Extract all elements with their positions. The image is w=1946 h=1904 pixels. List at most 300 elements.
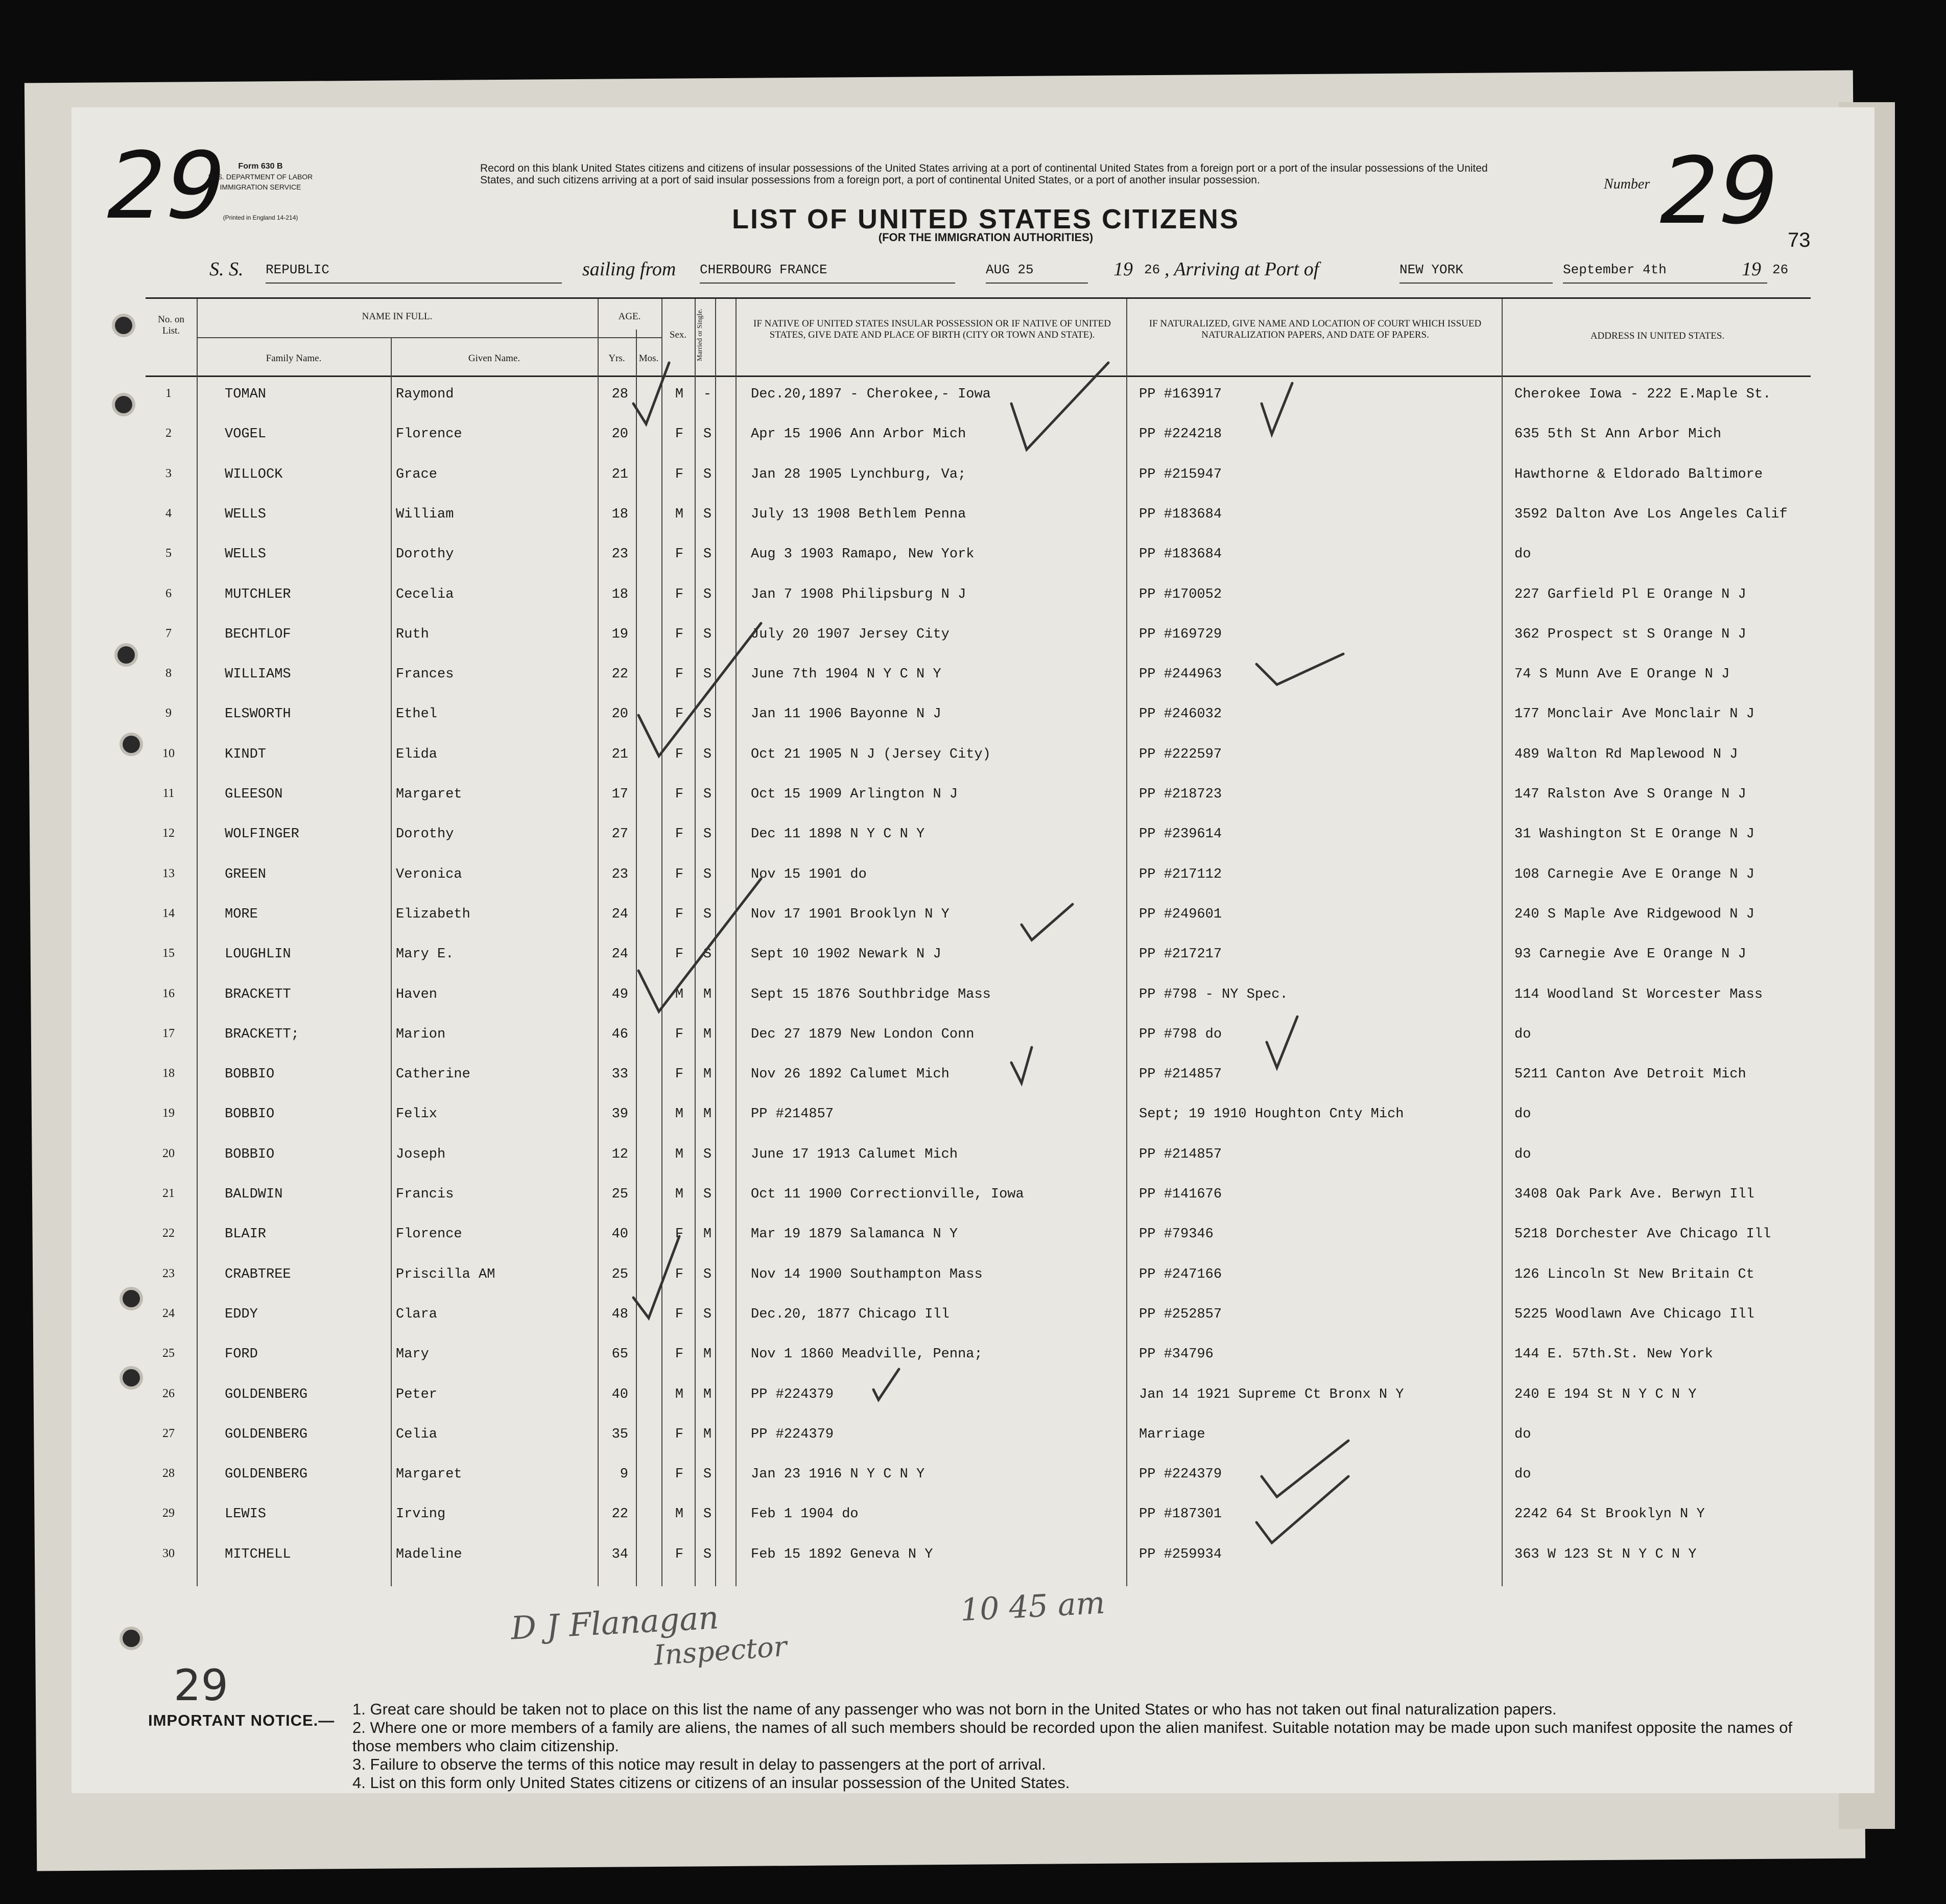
- sex: F: [675, 906, 684, 922]
- table-row: [146, 456, 1811, 496]
- age-years: 21: [611, 466, 628, 482]
- us-address: Cherokee Iowa - 222 E.Maple St.: [1514, 387, 1771, 402]
- col-header-birth: IF NATIVE OF UNITED STATES INSULAR POSSESSION OR IF NATIVE OF UNITED STATES, GIVE DATE AND PLACE OF BIRTH (CITY OR TOWN AND STATE).: [753, 318, 1111, 340]
- given-name: Florence: [396, 427, 462, 442]
- us-address: 144 E. 57th.St. New York: [1514, 1347, 1713, 1362]
- sex: F: [675, 626, 684, 642]
- naturalization-info: PP #215947: [1139, 466, 1222, 482]
- us-address: 240 E 194 St N Y C N Y: [1514, 1386, 1697, 1402]
- given-name: Priscilla AM: [396, 1266, 495, 1282]
- inspection-time: 10 45 am: [959, 1585, 1106, 1629]
- family-name: GOLDENBERG: [225, 1386, 308, 1402]
- row-number: 10: [162, 746, 175, 760]
- handwritten-list-number-left: 29: [96, 133, 236, 240]
- row-number: 26: [162, 1386, 175, 1400]
- arriving-label: , Arriving at Port of: [1165, 258, 1319, 280]
- table-row: [146, 576, 1811, 616]
- family-name: CRABTREE: [225, 1266, 291, 1282]
- binder-hole: [115, 317, 132, 334]
- binder-hole: [123, 1369, 140, 1386]
- col-header-no: No. on List.: [158, 314, 184, 336]
- marital-status: M: [703, 1067, 712, 1083]
- us-address: 114 Woodland St Worcester Mass: [1514, 986, 1763, 1002]
- birth-info: July 20 1907 Jersey City: [751, 626, 950, 642]
- table-row: [146, 775, 1811, 815]
- given-name: Catherine: [396, 1067, 470, 1083]
- col-header-sex: Sex.: [669, 330, 687, 340]
- table-row: [146, 1455, 1811, 1495]
- naturalization-info: PP #34796: [1139, 1347, 1214, 1362]
- birth-info: Feb 1 1904 do: [751, 1507, 859, 1522]
- col-header-given-name: Given Name.: [468, 353, 520, 364]
- birth-info: Jan 11 1906 Bayonne N J: [751, 707, 941, 722]
- marital-status: S: [703, 866, 712, 882]
- sex: F: [675, 1426, 684, 1442]
- given-name: Joseph: [396, 1146, 446, 1162]
- given-name: Veronica: [396, 866, 462, 882]
- notice-item: 1. Great care should be taken not to place on this list the name of any passenger who was not born in the United States or who has not taken out final naturalization papers.: [352, 1700, 1557, 1718]
- sex: F: [675, 667, 684, 683]
- form-instructions: Record on this blank United States citizens and citizens of insular possessions of the United States arriving at a port of continental United States from a foreign port or a port of the insular possessions of the United States, and such citizens arriving at a port of said insular possessions from a foreign port, a port of continental United States, or a port of another insular possession.: [480, 162, 1488, 186]
- table-row: [146, 896, 1811, 935]
- us-address: 240 S Maple Ave Ridgewood N J: [1514, 906, 1754, 922]
- given-name: Peter: [396, 1386, 438, 1402]
- us-address: 3408 Oak Park Ave. Berwyn Ill: [1514, 1187, 1754, 1202]
- given-name: Mary E.: [396, 947, 454, 962]
- marital-status: S: [703, 746, 712, 762]
- naturalization-info: Sept; 19 1910 Houghton Cnty Mich: [1139, 1107, 1404, 1122]
- marital-status: M: [703, 986, 712, 1002]
- row-number: 7: [165, 626, 172, 640]
- family-name: BOBBIO: [225, 1146, 275, 1162]
- us-address: 5225 Woodlawn Ave Chicago Ill: [1514, 1306, 1754, 1322]
- marital-status: S: [703, 626, 712, 642]
- marital-status: S: [703, 1507, 712, 1522]
- naturalization-info: PP #798 - NY Spec.: [1139, 986, 1288, 1002]
- us-address: 362 Prospect st S Orange N J: [1514, 626, 1746, 642]
- row-number: 2: [165, 427, 172, 440]
- given-name: Celia: [396, 1426, 438, 1442]
- us-address: 227 Garfield Pl E Orange N J: [1514, 586, 1746, 602]
- form-number: Form 630 B: [238, 162, 283, 171]
- naturalization-info: PP #244963: [1139, 667, 1222, 683]
- col-header-naturalized: IF NATURALIZED, GIVE NAME AND LOCATION OF COURT WHICH ISSUED NATURALIZATION PAPERS, AND DATE OF PAPERS.: [1149, 318, 1482, 340]
- col-header-yrs: Yrs.: [608, 353, 625, 364]
- marital-status: S: [703, 1546, 712, 1562]
- given-name: Dorothy: [396, 547, 454, 562]
- given-name: Madeline: [396, 1546, 462, 1562]
- sex: F: [675, 547, 684, 562]
- sex: M: [675, 986, 684, 1002]
- birth-info: Dec 27 1879 New London Conn: [751, 1026, 975, 1042]
- given-name: Cecelia: [396, 586, 454, 602]
- given-name: Grace: [396, 466, 438, 482]
- sex: M: [675, 1187, 684, 1202]
- birth-info: Oct 15 1909 Arlington N J: [751, 787, 958, 802]
- row-number: 5: [165, 547, 172, 560]
- sex: M: [675, 506, 684, 522]
- row-number: 16: [162, 986, 175, 1000]
- age-years: 9: [620, 1467, 628, 1483]
- age-years: 49: [611, 986, 628, 1002]
- table-row: [146, 935, 1811, 975]
- age-years: 22: [611, 1507, 628, 1522]
- age-years: 17: [611, 787, 628, 802]
- notice-item: 2. Where one or more members of a family are aliens, the names of all such members should be recorded upon the alien manifest. Suitable notation may be made upon such manifest opposite the names of those members who claim citizenship.: [352, 1719, 1793, 1755]
- inspector-title: Inspector: [653, 1630, 788, 1672]
- table-row: [146, 815, 1811, 855]
- table-row: [146, 1136, 1811, 1176]
- birth-info: Nov 26 1892 Calumet Mich: [751, 1067, 950, 1083]
- birth-info: Apr 15 1906 Ann Arbor Mich: [751, 427, 966, 442]
- family-name: EDDY: [225, 1306, 258, 1322]
- row-number: 19: [162, 1107, 175, 1120]
- given-name: Margaret: [396, 1467, 462, 1483]
- row-number: 4: [165, 506, 172, 520]
- age-years: 20: [611, 427, 628, 442]
- family-name: BRACKETT: [225, 986, 291, 1002]
- row-number: 22: [162, 1227, 175, 1240]
- departure-date: AUG 25: [986, 262, 1088, 284]
- family-name: KINDT: [225, 746, 267, 762]
- table-row: [146, 1215, 1811, 1255]
- naturalization-info: PP #163917: [1139, 387, 1222, 402]
- family-name: GREEN: [225, 866, 267, 882]
- given-name: Margaret: [396, 787, 462, 802]
- given-name: Francis: [396, 1187, 454, 1202]
- family-name: FORD: [225, 1347, 258, 1362]
- sex: F: [675, 746, 684, 762]
- naturalization-info: Jan 14 1921 Supreme Ct Bronx N Y: [1139, 1386, 1404, 1402]
- ship-name: REPUBLIC: [266, 262, 562, 284]
- naturalization-info: PP #222597: [1139, 746, 1222, 762]
- family-name: BOBBIO: [225, 1107, 275, 1122]
- age-years: 34: [611, 1546, 628, 1562]
- sex: F: [675, 1026, 684, 1042]
- family-name: MORE: [225, 906, 258, 922]
- sex: F: [675, 787, 684, 802]
- us-address: 31 Washington St E Orange N J: [1514, 827, 1754, 842]
- given-name: Ruth: [396, 626, 429, 642]
- row-number: 27: [162, 1426, 175, 1440]
- family-name: LOUGHLIN: [225, 947, 291, 962]
- sex: F: [675, 1347, 684, 1362]
- age-years: 65: [611, 1347, 628, 1362]
- age-years: 33: [611, 1067, 628, 1083]
- us-address: 635 5th St Ann Arbor Mich: [1514, 427, 1722, 442]
- family-name: MITCHELL: [225, 1546, 291, 1562]
- marital-status: S: [703, 1467, 712, 1483]
- family-name: BLAIR: [225, 1227, 267, 1242]
- marital-status: M: [703, 1107, 712, 1122]
- naturalization-info: PP #187301: [1139, 1507, 1222, 1522]
- col-header-name-in-full: NAME IN FULL.: [362, 311, 433, 322]
- naturalization-info: PP #170052: [1139, 586, 1222, 602]
- birth-info: Jan 23 1916 N Y C N Y: [751, 1467, 925, 1483]
- birth-info: Feb 15 1892 Geneva N Y: [751, 1546, 933, 1562]
- row-number: 23: [162, 1266, 175, 1280]
- naturalization-info: PP #183684: [1139, 547, 1222, 562]
- naturalization-info: PP #169729: [1139, 626, 1222, 642]
- row-number: 24: [162, 1306, 175, 1320]
- row-number: 13: [162, 866, 175, 880]
- passenger-count-note: 29: [174, 1660, 228, 1710]
- birth-info: Sept 15 1876 Southbridge Mass: [751, 986, 991, 1002]
- sex: F: [675, 1266, 684, 1282]
- given-name: Florence: [396, 1227, 462, 1242]
- sex: F: [675, 827, 684, 842]
- naturalization-info: PP #79346: [1139, 1227, 1214, 1242]
- birth-info: Mar 19 1879 Salamanca N Y: [751, 1227, 958, 1242]
- marital-status: M: [703, 1386, 712, 1402]
- family-name: WOLFINGER: [225, 827, 299, 842]
- table-row: [146, 1376, 1811, 1416]
- naturalization-info: Marriage: [1139, 1426, 1205, 1442]
- given-name: Ethel: [396, 707, 438, 722]
- given-name: Mary: [396, 1347, 429, 1362]
- notice-item: 3. Failure to observe the terms of this notice may result in delay to passengers at the port of arrival.: [352, 1755, 1046, 1773]
- sex: F: [675, 707, 684, 722]
- naturalization-info: PP #214857: [1139, 1067, 1222, 1083]
- us-address: 5211 Canton Ave Detroit Mich: [1514, 1067, 1746, 1083]
- marital-status: S: [703, 787, 712, 802]
- birth-info: Nov 17 1901 Brooklyn N Y: [751, 906, 950, 922]
- age-years: 19: [611, 626, 628, 642]
- year-prefix: 19: [1113, 258, 1133, 280]
- row-number: 14: [162, 906, 175, 920]
- sex: F: [675, 1227, 684, 1242]
- row-number: 3: [165, 466, 172, 480]
- department-label: U. S. DEPARTMENT OF LABOR: [208, 173, 313, 181]
- sex: F: [675, 1306, 684, 1322]
- age-years: 40: [611, 1386, 628, 1402]
- family-name: GOLDENBERG: [225, 1467, 308, 1483]
- us-address: 3592 Dalton Ave Los Angeles Calif: [1514, 506, 1788, 522]
- table-row: [146, 1016, 1811, 1055]
- table-row: [146, 375, 1811, 415]
- marital-status: S: [703, 667, 712, 683]
- table-row: [146, 616, 1811, 655]
- given-name: Dorothy: [396, 827, 454, 842]
- row-number: 1: [165, 387, 172, 400]
- birth-info: June 7th 1904 N Y C N Y: [751, 667, 941, 683]
- departure-year: 26: [1144, 262, 1160, 277]
- birth-info: Jan 7 1908 Philipsburg N J: [751, 586, 966, 602]
- us-address: Hawthorne & Eldorado Baltimore: [1514, 466, 1763, 482]
- given-name: Irving: [396, 1507, 446, 1522]
- notice-item: 4. List on this form only United States citizens or citizens of an insular possession of the United States.: [352, 1774, 1070, 1792]
- table-row: [146, 535, 1811, 575]
- family-name: ELSWORTH: [225, 707, 291, 722]
- marital-status: S: [703, 1266, 712, 1282]
- naturalization-info: PP #247166: [1139, 1266, 1222, 1282]
- naturalization-info: PP #214857: [1139, 1146, 1222, 1162]
- age-years: 48: [611, 1306, 628, 1322]
- age-years: 23: [611, 547, 628, 562]
- binder-hole: [115, 396, 132, 413]
- birth-info: PP #224379: [751, 1386, 834, 1402]
- birth-info: Aug 3 1903 Ramapo, New York: [751, 547, 975, 562]
- us-address: 5218 Dorchester Ave Chicago Ill: [1514, 1227, 1771, 1242]
- family-name: GOLDENBERG: [225, 1426, 308, 1442]
- row-number: 25: [162, 1347, 175, 1360]
- birth-info: June 17 1913 Calumet Mich: [751, 1146, 958, 1162]
- birth-info: Nov 15 1901 do: [751, 866, 867, 882]
- marital-status: S: [703, 466, 712, 482]
- us-address: 489 Walton Rd Maplewood N J: [1514, 746, 1738, 762]
- birth-info: PP #224379: [751, 1426, 834, 1442]
- us-address: do: [1514, 1426, 1531, 1442]
- arrival-date: September 4th: [1563, 262, 1767, 284]
- table-row: [146, 415, 1811, 455]
- age-years: 21: [611, 746, 628, 762]
- family-name: GLEESON: [225, 787, 283, 802]
- sex: M: [675, 1507, 684, 1522]
- family-name: WELLS: [225, 547, 267, 562]
- us-address: do: [1514, 1026, 1531, 1042]
- marital-status: S: [703, 1146, 712, 1162]
- row-number: 17: [162, 1026, 175, 1040]
- birth-info: Oct 11 1900 Correctionville, Iowa: [751, 1187, 1024, 1202]
- row-number: 30: [162, 1546, 175, 1560]
- arrival-year: 26: [1772, 262, 1789, 277]
- marital-status: S: [703, 827, 712, 842]
- table-row: [146, 1536, 1811, 1576]
- table-row: [146, 1495, 1811, 1535]
- sex: M: [675, 387, 684, 402]
- naturalization-info: PP #798 do: [1139, 1026, 1222, 1042]
- birth-info: Nov 1 1860 Meadville, Penna;: [751, 1347, 983, 1362]
- us-address: 363 W 123 St N Y C N Y: [1514, 1546, 1697, 1562]
- sex: M: [675, 1146, 684, 1162]
- sex: F: [675, 427, 684, 442]
- table-row: [146, 1256, 1811, 1296]
- family-name: BOBBIO: [225, 1067, 275, 1083]
- table-row: [146, 655, 1811, 695]
- naturalization-info: PP #249601: [1139, 906, 1222, 922]
- age-years: 35: [611, 1426, 628, 1442]
- birth-info: Dec 11 1898 N Y C N Y: [751, 827, 925, 842]
- age-years: 12: [611, 1146, 628, 1162]
- family-name: LEWIS: [225, 1507, 267, 1522]
- us-address: 74 S Munn Ave E Orange N J: [1514, 667, 1730, 683]
- row-number: 29: [162, 1507, 175, 1520]
- us-address: do: [1514, 547, 1531, 562]
- inspector-signature: D J Flanagan: [510, 1599, 720, 1647]
- page-title: LIST OF UNITED STATES CITIZENS: [732, 204, 1240, 234]
- naturalization-info: PP #246032: [1139, 707, 1222, 722]
- sex: F: [675, 1546, 684, 1562]
- sex: F: [675, 947, 684, 962]
- row-number: 11: [162, 787, 175, 800]
- given-name: Felix: [396, 1107, 438, 1122]
- naturalization-info: PP #224379: [1139, 1467, 1222, 1483]
- given-name: Elizabeth: [396, 906, 470, 922]
- port-of-departure: CHERBOURG FRANCE: [700, 262, 955, 284]
- row-number: 20: [162, 1146, 175, 1160]
- marital-status: S: [703, 707, 712, 722]
- birth-info: Dec.20,1897 - Cherokee,- Iowa: [751, 387, 991, 402]
- family-name: BALDWIN: [225, 1187, 283, 1202]
- family-name: TOMAN: [225, 387, 267, 402]
- col-header-age: AGE.: [618, 311, 641, 322]
- us-address: 2242 64 St Brooklyn N Y: [1514, 1507, 1705, 1522]
- table-header: [146, 297, 1811, 377]
- family-name: BRACKETT;: [225, 1026, 299, 1042]
- marital-status: M: [703, 1026, 712, 1042]
- binder-hole: [123, 736, 140, 753]
- table-row: [146, 1055, 1811, 1095]
- ss-label: S. S.: [209, 258, 244, 280]
- marital-status: S: [703, 427, 712, 442]
- table-row: [146, 856, 1811, 896]
- naturalization-info: PP #217112: [1139, 866, 1222, 882]
- col-header-family-name: Family Name.: [266, 353, 322, 364]
- birth-info: Dec.20, 1877 Chicago Ill: [751, 1306, 950, 1322]
- family-name: BECHTLOF: [225, 626, 291, 642]
- marital-status: S: [703, 1187, 712, 1202]
- binder-hole: [117, 646, 135, 664]
- birth-info: PP #214857: [751, 1107, 834, 1122]
- sex: M: [675, 1386, 684, 1402]
- naturalization-info: PP #239614: [1139, 827, 1222, 842]
- sailing-from-label: sailing from: [582, 258, 676, 280]
- row-number: 15: [162, 947, 175, 960]
- row-number: 8: [165, 667, 172, 680]
- table-row: [146, 736, 1811, 775]
- marital-status: -: [703, 387, 712, 402]
- row-number: 28: [162, 1467, 175, 1480]
- marital-status: S: [703, 506, 712, 522]
- marital-status: M: [703, 1227, 712, 1242]
- printer-label: (Printed in England 14-214): [223, 214, 298, 221]
- row-number: 9: [165, 707, 172, 720]
- table-row: [146, 496, 1811, 535]
- age-years: 25: [611, 1266, 628, 1282]
- birth-info: Oct 21 1905 N J (Jersey City): [751, 746, 991, 762]
- notice-lead: IMPORTANT NOTICE.—: [148, 1711, 335, 1729]
- age-years: 40: [611, 1227, 628, 1242]
- age-years: 20: [611, 707, 628, 722]
- handwritten-list-number-right: 29: [1648, 138, 1789, 245]
- us-address: 93 Carnegie Ave E Orange N J: [1514, 947, 1746, 962]
- family-name: WELLS: [225, 506, 267, 522]
- year-prefix-2: 19: [1742, 258, 1761, 280]
- naturalization-info: PP #259934: [1139, 1546, 1222, 1562]
- birth-info: Nov 14 1900 Southampton Mass: [751, 1266, 983, 1282]
- naturalization-info: PP #224218: [1139, 427, 1222, 442]
- form-identifier: [199, 161, 322, 223]
- sex: M: [675, 1107, 684, 1122]
- number-label: Number: [1604, 176, 1650, 192]
- marital-status: M: [703, 1347, 712, 1362]
- voyage-line: [0, 258, 1890, 284]
- us-address: 147 Ralston Ave S Orange N J: [1514, 787, 1746, 802]
- table-row: [146, 976, 1811, 1016]
- table-row: [146, 695, 1811, 735]
- table-row: [146, 1335, 1811, 1375]
- given-name: Marion: [396, 1026, 446, 1042]
- sex: F: [675, 1067, 684, 1083]
- birth-info: Sept 10 1902 Newark N J: [751, 947, 941, 962]
- given-name: Clara: [396, 1306, 438, 1322]
- marital-status: M: [703, 1426, 712, 1442]
- sex: F: [675, 586, 684, 602]
- col-header-married: Married or Single.: [696, 308, 704, 361]
- naturalization-info: PP #141676: [1139, 1187, 1222, 1202]
- sex: F: [675, 466, 684, 482]
- marital-status: S: [703, 1306, 712, 1322]
